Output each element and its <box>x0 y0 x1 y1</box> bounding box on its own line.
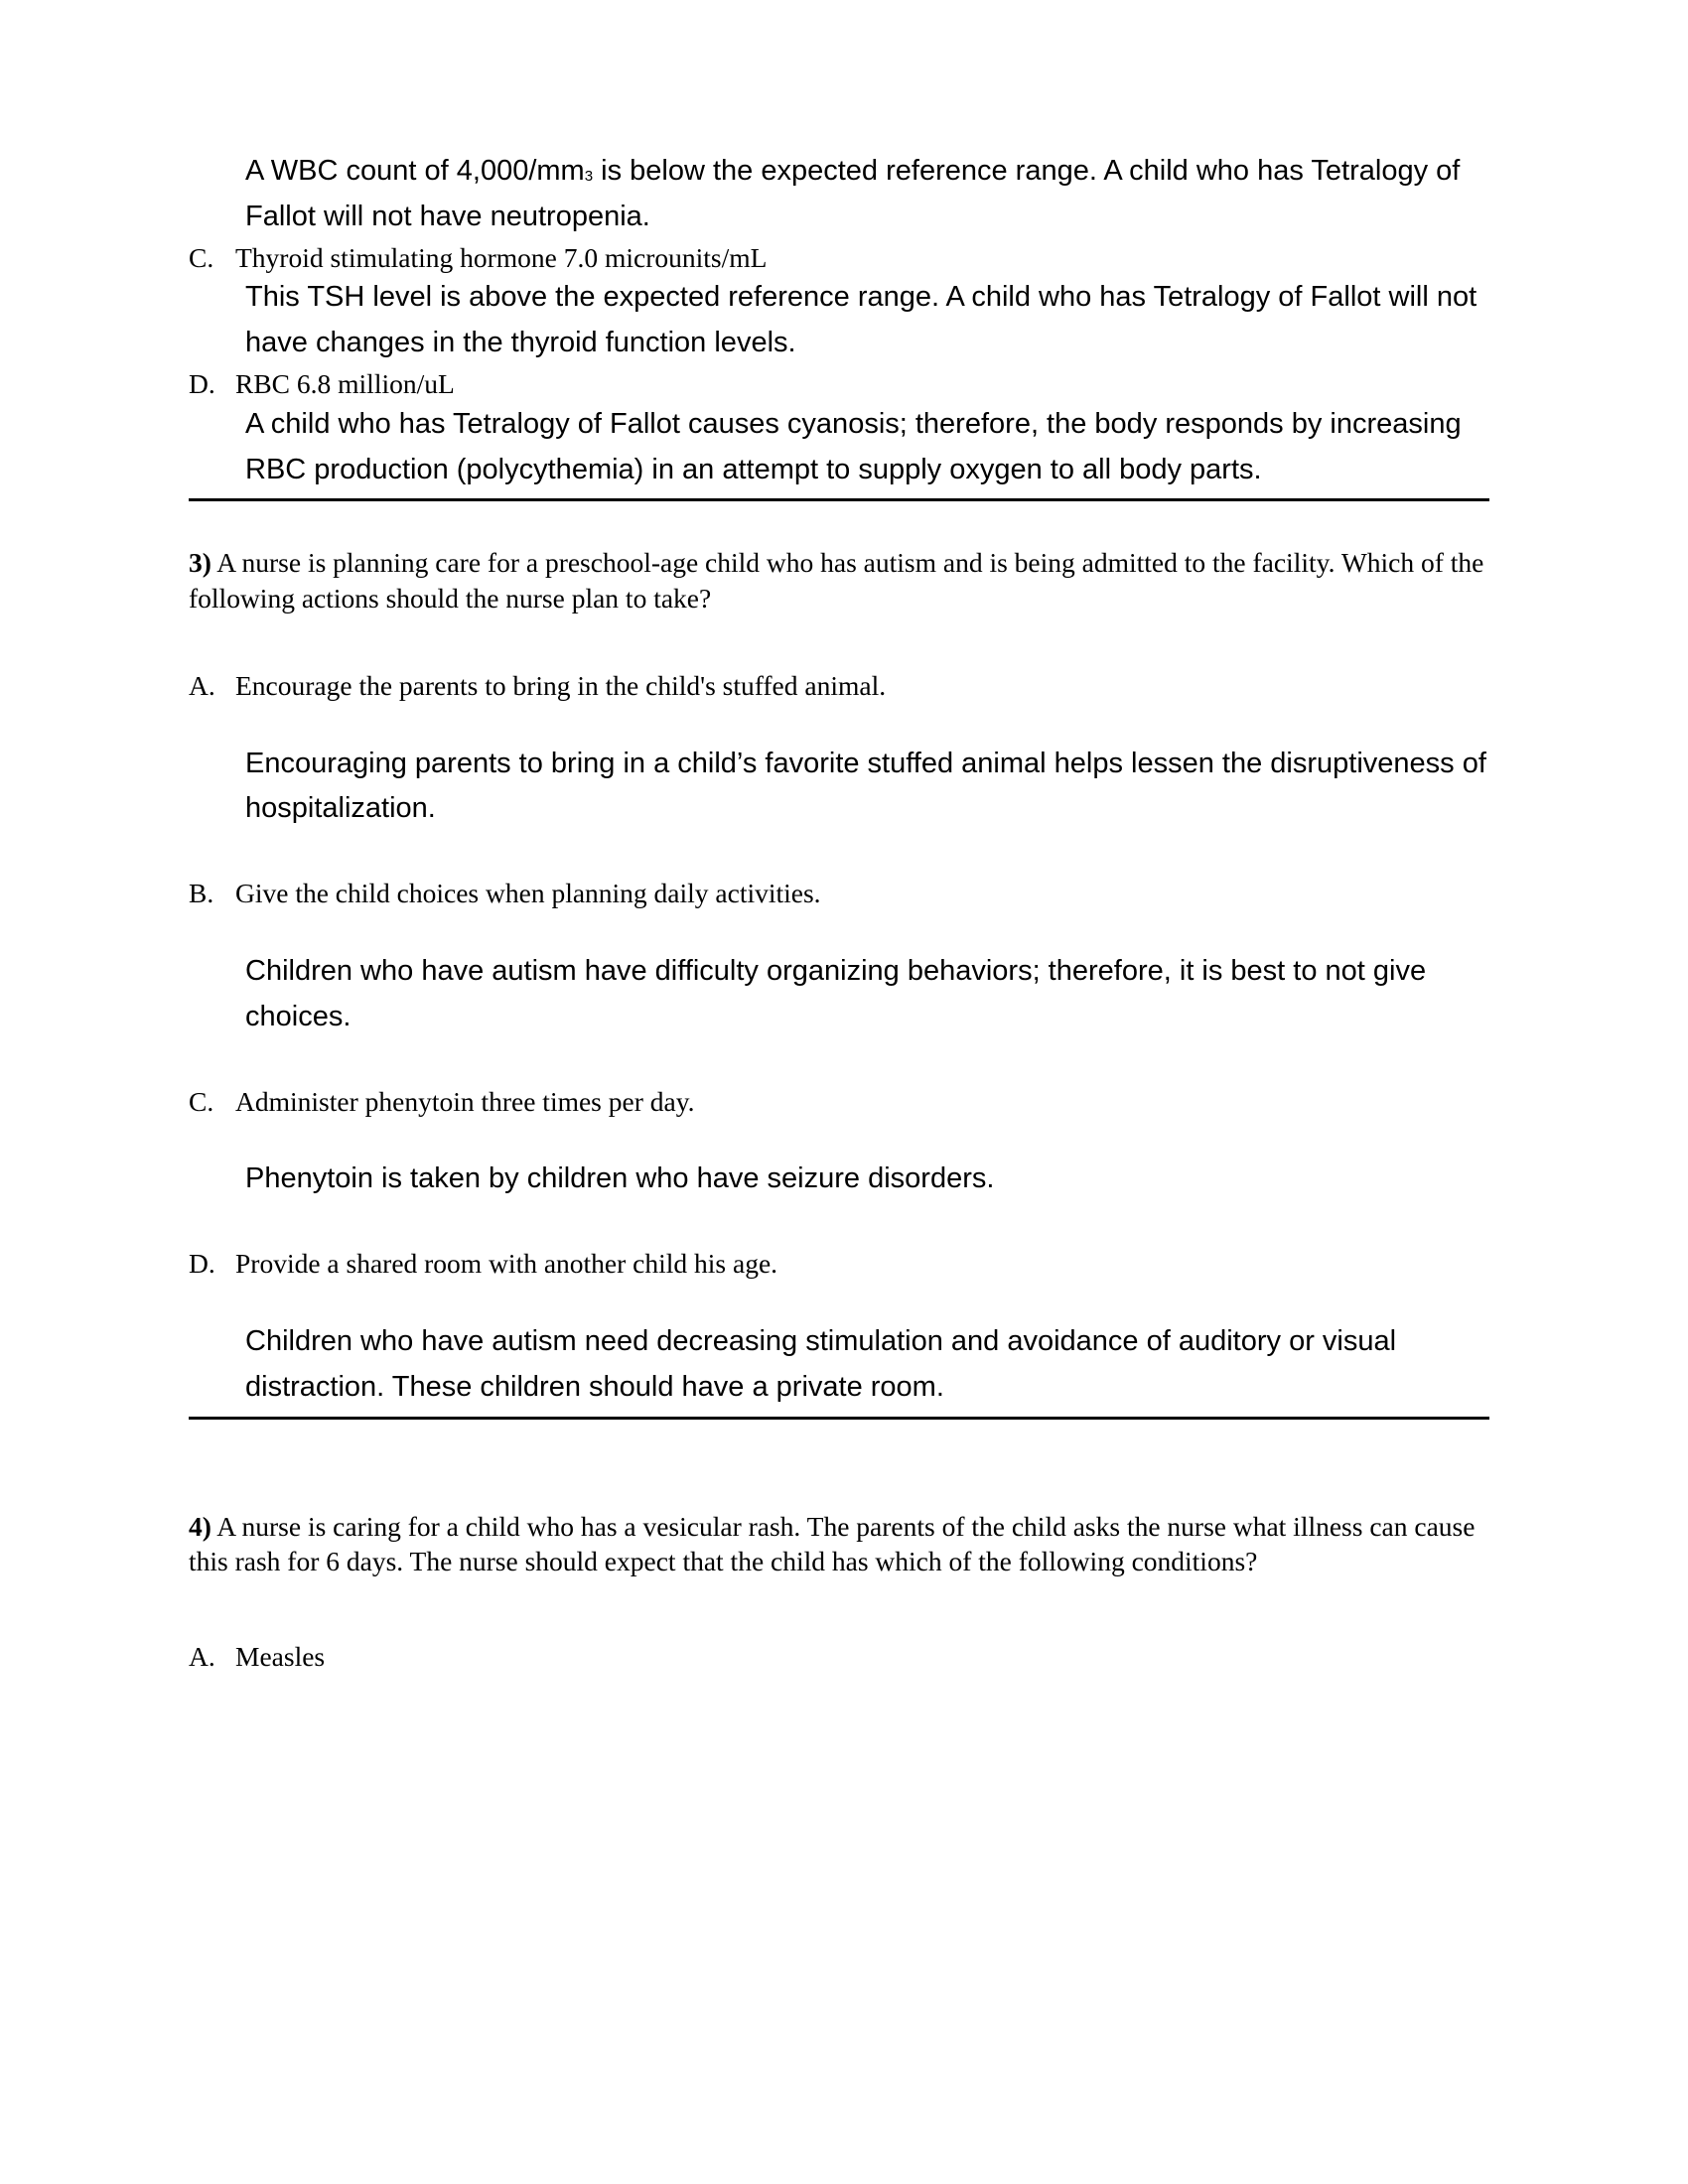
option-row-q3-b[interactable] <box>189 876 1489 911</box>
question-3-stem-text: A nurse is planning care for a preschool-age child who has autism and is being admitted to the facility. Which of the following actions should the nurse plan to take? <box>189 547 1484 614</box>
spacer <box>189 1420 1489 1509</box>
rationale-q2-option-c: This TSH level is above the expected reference range. A child who has Tetralogy of Fallot will not have changes in the thyroid function levels. <box>245 281 1477 359</box>
spacer <box>189 911 1489 949</box>
spacer <box>189 832 1489 876</box>
question-3-number: 3) <box>189 547 211 579</box>
option-row-q2-d[interactable] <box>189 366 1489 402</box>
spacer <box>189 616 1489 668</box>
rationale-q2-option-d: A child who has Tetralogy of Fallot causes cyanosis; therefore, the body responds by increasing RBC production (polycythemia) in an attempt to supply oxygen to all body parts. <box>245 407 1462 485</box>
spacer <box>189 1040 1489 1084</box>
question-4-stem <box>189 1509 1489 1580</box>
option-row-q3-c[interactable] <box>189 1084 1489 1120</box>
question-4-block <box>189 1509 1489 1675</box>
spacer <box>189 1202 1489 1246</box>
spacer <box>189 1579 1489 1639</box>
option-text-q3-b: Give the child choices when planning daily activities. <box>235 878 821 909</box>
spacer <box>189 704 1489 742</box>
option-row-q3-d[interactable] <box>189 1246 1489 1282</box>
rationale-q3-option-d: Children who have autism need decreasing stimulation and avoidance of auditory or visual distraction. These children should have a private room. <box>245 1324 1397 1403</box>
rationale-q3-option-a: Encouraging parents to bring in a child’s favorite stuffed animal helps lessen the disruptiveness of hospitalization. <box>245 747 1486 825</box>
rationale-q3-option-c: Phenytoin is taken by children who have seizure disorders. <box>245 1162 995 1195</box>
option-text-q2-d: RBC 6.8 million/uL <box>235 368 455 399</box>
question-4-stem-text: A nurse is caring for a child who has a vesicular rash. The parents of the child asks the nurse what illness can cause this rash for 6 days. The nurse should expect that the child has which of the following conditions? <box>189 1510 1476 1577</box>
option-row-q3-a[interactable] <box>189 668 1489 704</box>
question-3-block <box>189 545 1489 1410</box>
option-marker-q3-a: A. <box>189 669 215 701</box>
page-content <box>189 149 1489 1675</box>
option-text-q3-a: Encourage the parents to bring in the child's stuffed animal. <box>235 669 887 701</box>
option-text-q3-c: Administer phenytoin three times per day. <box>235 1085 695 1117</box>
spacer <box>189 1282 1489 1319</box>
rationale-q2-option-b-part2: is below the expected reference range. A child who has Tetralogy of Fallot will not have neutropenia. <box>245 155 1461 232</box>
option-marker-q4-a: A. <box>189 1641 215 1673</box>
option-marker-q3-b: B. <box>189 878 214 909</box>
question-4-number: 4) <box>189 1510 211 1542</box>
question-3-stem <box>189 545 1489 616</box>
option-text-q2-c: Thyroid stimulating hormone 7.0 microunits/mL <box>235 241 768 273</box>
option-row-q4-a[interactable] <box>189 1639 1489 1675</box>
option-text-q4-a: Measles <box>235 1641 326 1673</box>
cubic-exponent: 3 <box>584 168 594 186</box>
rationale-q3-option-b: Children who have autism have difficulty organizing behaviors; therefore, it is best to not give choices. <box>245 955 1427 1032</box>
option-row-q2-c[interactable] <box>189 240 1489 276</box>
question-2-tail-block <box>189 149 1489 492</box>
rationale-q2-option-b <box>245 149 1489 240</box>
option-marker-q2-d: D. <box>189 368 215 399</box>
option-marker-q2-c: C. <box>189 241 214 273</box>
option-text-q3-d: Provide a shared room with another child his age. <box>235 1248 778 1280</box>
spacer <box>189 501 1489 545</box>
option-marker-q3-c: C. <box>189 1085 214 1117</box>
rationale-q2-option-b-part1: A WBC count of 4,000/mm <box>245 155 585 187</box>
option-marker-q3-d: D. <box>189 1248 215 1280</box>
spacer <box>189 1119 1489 1157</box>
